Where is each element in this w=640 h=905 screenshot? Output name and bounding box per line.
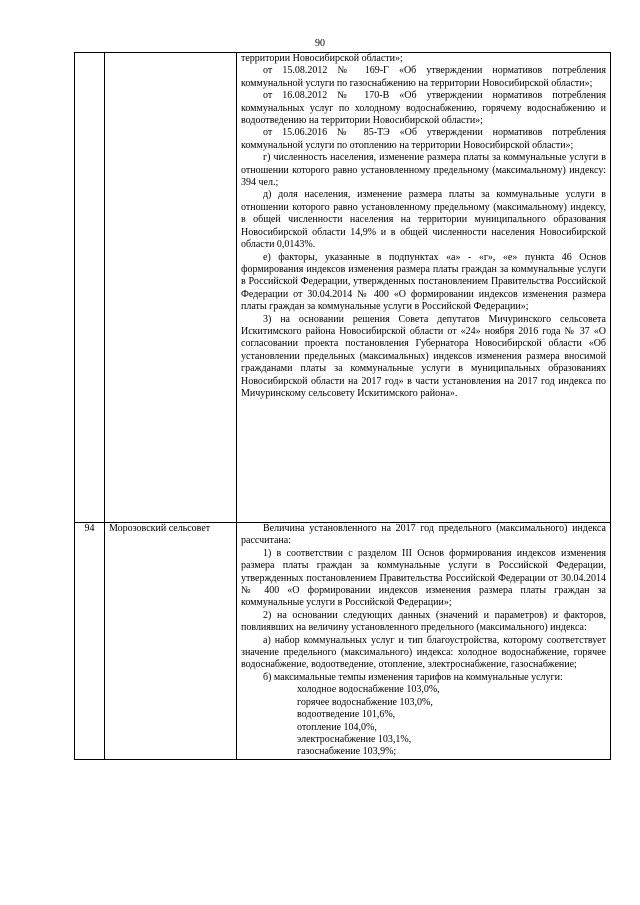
- row-text: [237, 523, 611, 760]
- tariff-item: холодное водоснабжение 103,0%,: [297, 684, 440, 696]
- tariff-item: электроснабжение 103,1%,: [297, 733, 412, 745]
- paragraph: г) численность населения, изменение размера платы за коммунальные услуги в отношении которого равно установленному предельному (максимальному) индексу: 394 чел.;: [241, 152, 606, 189]
- paragraph: территории Новосибирской области»;: [241, 53, 403, 64]
- tariff-list: [241, 684, 606, 758]
- paragraph: от 16.08.2012 № 170-В «Об утверждении нормативов потребления коммунальных услуг по холодному водоснабжению, горячему водоснабжению и водоотведению на территории Новосибирской области»;: [241, 90, 606, 127]
- row-number: 94: [75, 523, 105, 760]
- tariff-item: отопление 104,0%,: [297, 721, 377, 733]
- paragraph: е) факторы, указанные в подпунктах «а» - «г», «е» пункта 46 Основ формирования индексов изменения размера платы граждан за коммунальные услуги в Российской Федерации, утвержденных постановлением Правительства Российской Федерации от 30.04.2014 № 400 «О формировании индексов изменения размера платы граждан за коммунальные услуги в Российской Федерации»;: [241, 251, 606, 313]
- municipality-name: [105, 53, 237, 523]
- table-row: [75, 523, 611, 760]
- paragraph: а) набор коммунальных услуг и тип благоустройства, которому соответствует значение предельного (максимального) индекса: холодное водоснабжение, горячее водоснабжение, водоотведение, отопление, электроснабжение, газоснабжение;: [241, 634, 606, 671]
- paragraph: б) максимальные темпы изменения тарифов на коммунальные услуги:: [263, 671, 563, 683]
- paragraph: от 15.06.2016 № 85-ТЭ «Об утверждении нормативов потребления коммунальной услуги по отоплению на территории Новосибирской области»;: [241, 127, 606, 151]
- row-number: [75, 53, 105, 523]
- paragraph: от 15.08.2012 № 169-Г «Об утверждении нормативов потребления коммунальной услуги по газоснабжению на территории Новосибирской области»;: [241, 65, 606, 89]
- tariff-item: горячее водоснабжение 103,0%,: [297, 696, 433, 708]
- tariff-item: водоотведение 101,6%,: [297, 709, 396, 721]
- paragraph: 3) на основании решения Совета депутатов Мичуринского сельсовета Искитимского района Новосибирской области от «24» ноября 2016 года № 37 «О согласовании проекта постановления Губернатора Новосибирской области «Об установлении предельных (максимальных) индексов изменения размера вносимой гражданами платы за коммунальные услуги в муниципальных образованиях Новосибирской области на 2017 год» в части установления на 2017 год индекса по Мичуринскому сельсовету Искитимского района».: [241, 313, 606, 399]
- row-text: [237, 53, 611, 523]
- paragraph: Величина установленного на 2017 год предельного (максимального) индекса рассчитана:: [241, 523, 606, 547]
- tariff-item: газоснабжение 103,9%;: [297, 746, 397, 758]
- paragraph: 1) в соответствии с разделом III Основ формирования индексов изменения размера платы граждан за коммунальные услуги в Российской Федерации, утвержденных постановлением Правительства Российской Федерации от 30.04.2014 № 400 «О формировании индексов изменения размера платы граждан за коммунальные услуги в Российской Федерации»;: [241, 547, 606, 609]
- page-number: 90: [315, 38, 325, 49]
- document-table: [74, 52, 611, 760]
- table-row: [75, 53, 611, 523]
- municipality-name: Морозовский сельсовет: [105, 523, 237, 760]
- paragraph: 2) на основании следующих данных (значений и параметров) и факторов, повлиявших на величину установленного предельного (максимального) индекса:: [241, 609, 606, 634]
- paragraph: д) доля населения, изменение размера платы за коммунальные услуги в отношении которого равно установленному предельному (максимальному) индексу, в общей численности населения на территории муниципального образования Новосибирской области 14,9% и в общей численности населения Новосибирской области 0,0143%.: [241, 189, 606, 251]
